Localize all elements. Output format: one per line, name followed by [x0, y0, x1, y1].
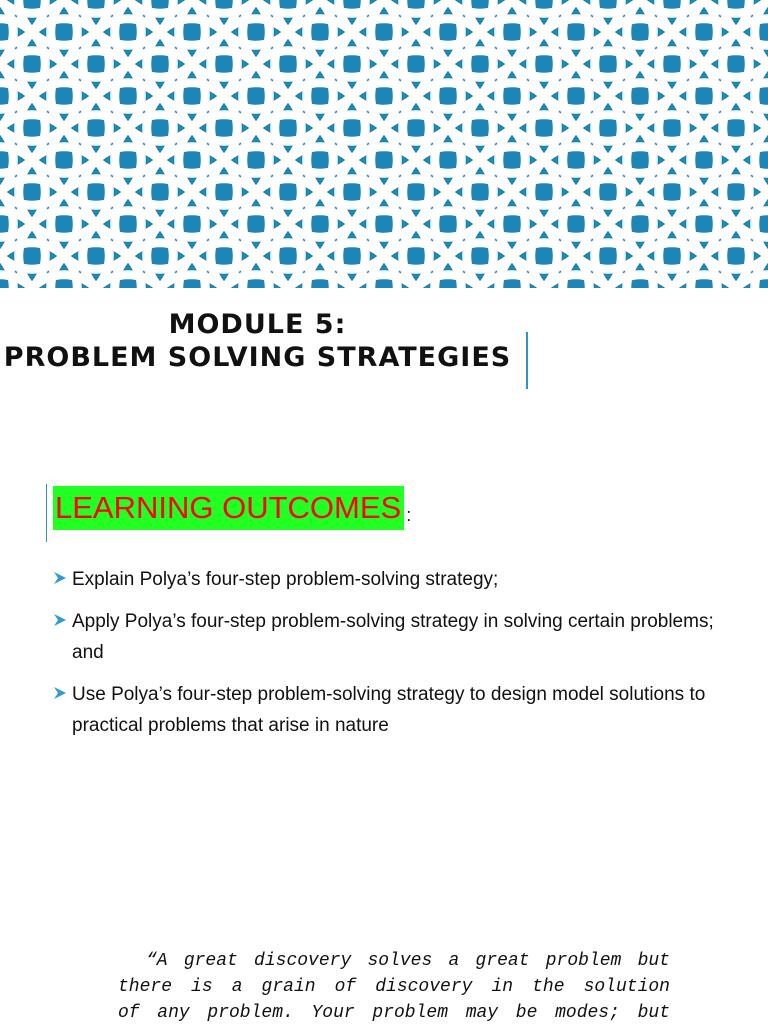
learning-outcomes-heading-colon: :	[406, 504, 412, 525]
list-item	[52, 606, 742, 668]
circle-pattern-graphic	[0, 0, 768, 288]
module-number-heading: MODULE 5:	[168, 309, 347, 340]
learning-outcomes-list	[52, 564, 742, 752]
outcome-text: Explain Polya’s four-step problem-solving strategy;	[72, 569, 499, 590]
outcome-text: Apply Polya’s four-step problem-solving strategy in solving certain problems; and	[72, 611, 714, 663]
list-item	[52, 679, 742, 741]
quote-block	[118, 948, 670, 1024]
title-accent-rule	[526, 332, 528, 389]
quote-line: there is a grain of discovery in the solution	[118, 977, 670, 997]
arrow-bullet-icon	[52, 612, 68, 628]
quote-line: “A great discovery solves a great problem but	[146, 951, 670, 971]
arrow-bullet-icon	[52, 685, 68, 701]
outcomes-accent-rule	[46, 484, 47, 542]
list-item	[52, 564, 742, 595]
arrow-bullet-icon	[52, 570, 68, 586]
module-title	[0, 308, 515, 374]
quote-line: of any problem. Your problem may be modes; but	[118, 1003, 670, 1023]
learning-outcomes-heading	[53, 486, 411, 530]
header-pattern-banner	[0, 0, 768, 288]
module-topic-heading: PROBLEM SOLVING STRATEGIES	[3, 342, 512, 373]
outcome-text: Use Polya’s four-step problem-solving strategy to design model solutions to practical problems that arise in nature	[72, 684, 706, 736]
learning-outcomes-heading-text: LEARNING OUTCOMES	[53, 486, 404, 530]
